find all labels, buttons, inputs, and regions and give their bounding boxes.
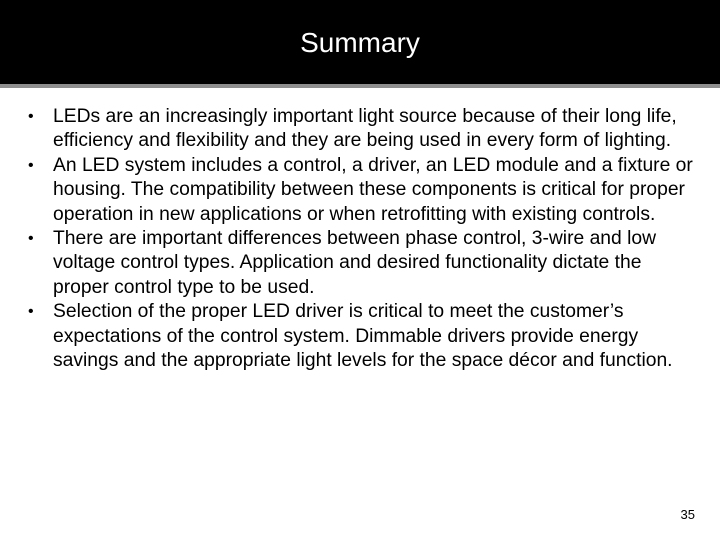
bullet-icon: • bbox=[28, 303, 34, 321]
page-number: 35 bbox=[680, 507, 695, 522]
bullet-icon: • bbox=[28, 108, 34, 125]
bullet-item bbox=[28, 300, 696, 373]
bullet-item bbox=[28, 227, 696, 300]
slide-title: Summary bbox=[300, 27, 420, 58]
bullet-text: An LED system includes a control, a driver, an LED module and a fixture or housing. The compatibility between these components is critical for proper operation in new applications or when retrofitting with existing controls. bbox=[53, 154, 693, 225]
bullet-icon: • bbox=[28, 156, 34, 174]
bullet-text: Selection of the proper LED driver is critical to meet the customer’s expectations of the control system. Dimmable drivers provide energy savings and the appropriate light levels for the space décor and function. bbox=[53, 301, 673, 372]
bullet-icon: • bbox=[28, 230, 34, 248]
bullet-list bbox=[28, 105, 696, 373]
bullet-item bbox=[28, 105, 696, 154]
bullet-text: There are important differences between phase control, 3-wire and low voltage control types. Application and desired functionality dictate the proper control type to be used. bbox=[53, 228, 657, 298]
bullet-text: LEDs are an increasingly important light source because of their long life, efficiency and flexibility and they are being used in every form of lighting. bbox=[53, 106, 677, 152]
bullet-item bbox=[28, 154, 696, 227]
title-bar bbox=[0, 0, 720, 88]
